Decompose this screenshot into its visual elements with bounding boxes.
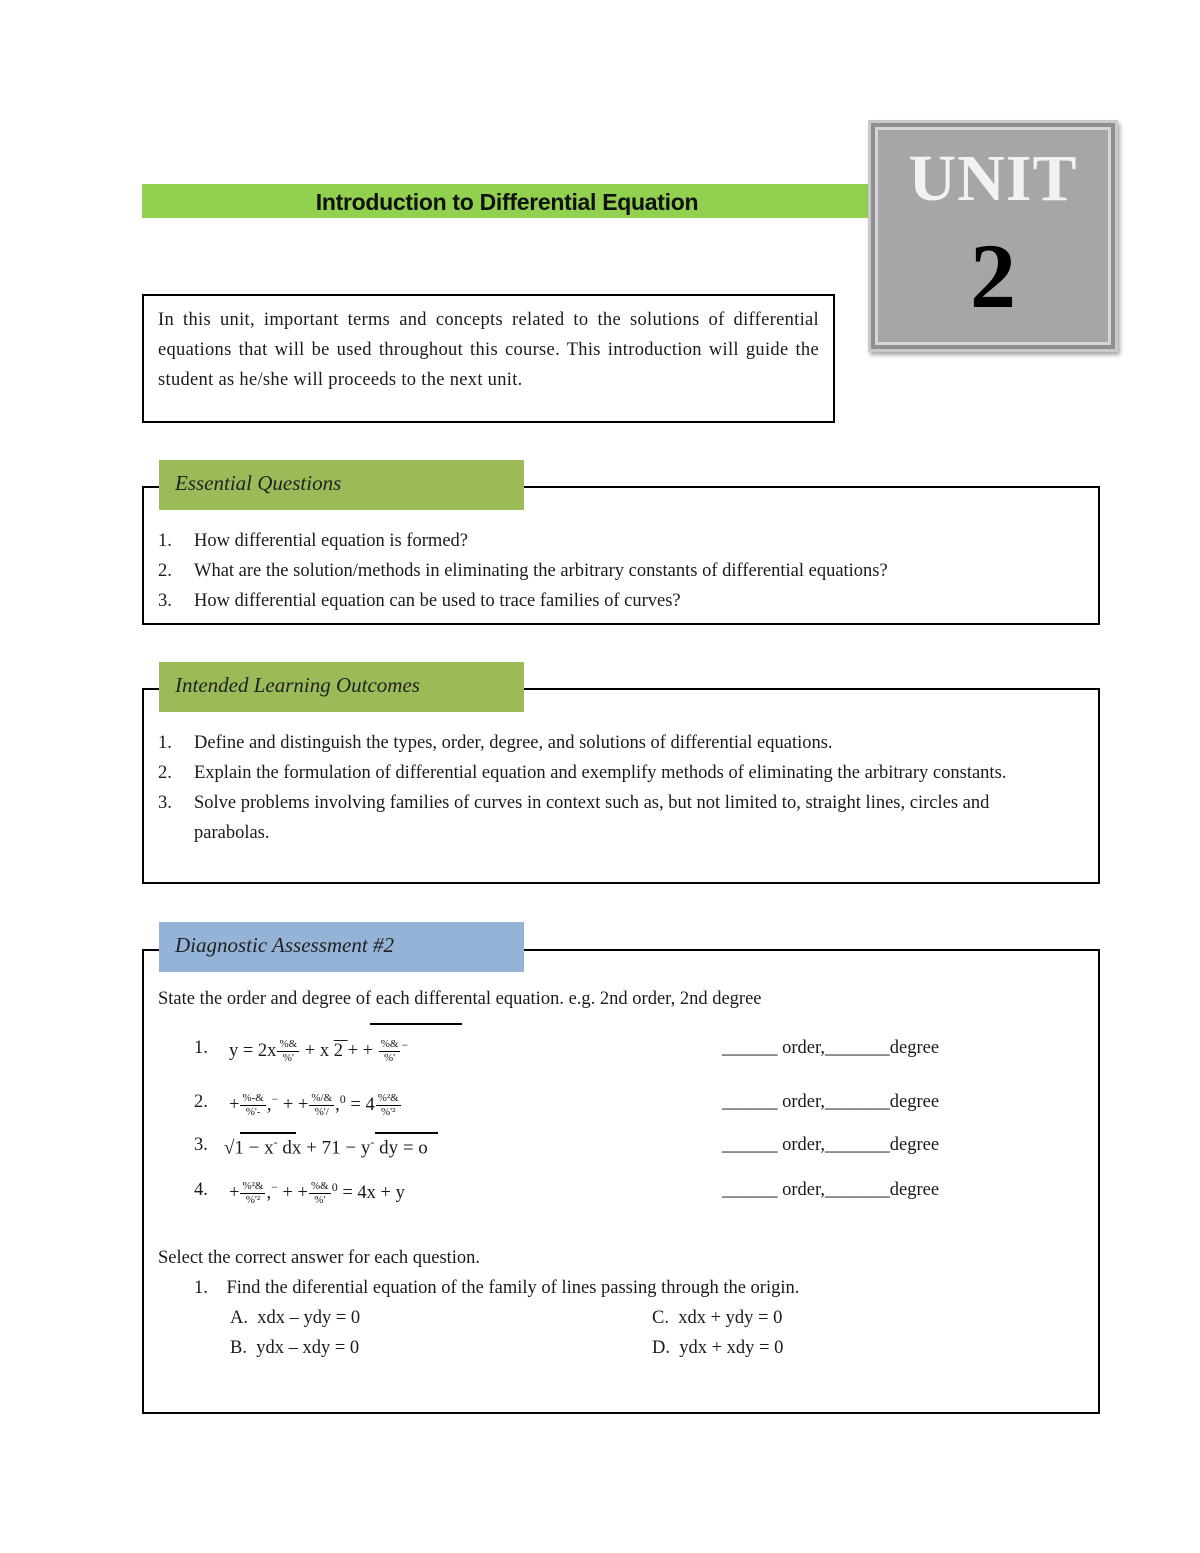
outcomes-box (142, 688, 1100, 884)
option-d[interactable]: D. ydx + xdy = 0 (652, 1338, 784, 1358)
unit-number: 2 (970, 225, 1016, 327)
equation-row-4: 4. + $\frac{\text{\%²\&}}{\text{\%'²}}$ ,− + + $\frac{\%\&}{\%'}$ $^0$ = 4x + y ______ order,_______degree (194, 1180, 940, 1207)
essential-questions-list (158, 526, 1098, 616)
radical-bar (240, 1132, 296, 1134)
unit-title-bar (142, 184, 872, 218)
outcomes-list (158, 728, 1068, 848)
intro-box (142, 294, 835, 423)
unit-badge (868, 120, 1118, 352)
option-a[interactable]: A. xdx – ydy = 0 (230, 1308, 361, 1328)
equation-row-1: 1. y = 2x $\frac{\%\&}{\%'}$ + x 2 + + $\frac{\%\&}{\%'}$ − ______ order,_______degree (194, 1038, 940, 1065)
list-item: 1. Define and distinguish the types, order, degree, and solutions of differential equations. (158, 733, 833, 753)
option-b[interactable]: B. ydx – xdy = 0 (230, 1338, 360, 1358)
list-item: 2. What are the solution/methods in eliminating the arbitrary constants of differential equations? (158, 561, 888, 581)
essential-questions-heading: Essential Questions (159, 460, 524, 510)
radical-bar (375, 1132, 438, 1134)
intro-text: In this unit, important terms and concepts related to the solutions of differential equations that will be used throughout this course. This introduction will guide the student as he/she will proceeds to the next unit. (158, 310, 819, 390)
question-1: 1. Find the diferential equation of the family of lines passing through the origin. (194, 1278, 800, 1298)
outcomes-heading: Intended Learning Outcomes (159, 662, 524, 712)
radical-bar (370, 1023, 462, 1025)
list-item: 1. How differential equation is formed? (158, 531, 468, 551)
equation-row-2: 2. + $\frac{\%-\&}{\%'-}$ ,− + + $\frac{\%/\&}{\%'/}$ ,$^0$ = 4 $\frac{\text{\%²\&}}{\text{\%'²}}$ ______ order,_______degree (194, 1092, 940, 1119)
unit-title: Introduction to Differential Equation (315, 189, 699, 215)
list-item: 2. Explain the formulation of differential equation and exemplify methods of eliminating the arbitrary constants. (158, 763, 1007, 783)
diagnostic-instruction: State the order and degree of each differental equation. e.g. 2nd order, 2nd degree (158, 989, 762, 1009)
diagnostic-box (142, 949, 1100, 1414)
list-item: 3. How differential equation can be used to trace families of curves? (158, 591, 681, 611)
diagnostic-heading: Diagnostic Assessment #2 (159, 922, 524, 972)
unit-label: UNIT (908, 142, 1078, 215)
equation-row-3: 3. √1 − x- dx + 71 − y- dy = o ______ order,_______degree (194, 1135, 940, 1159)
list-item: 3. Solve problems involving families of curves in context such as, but not limited to, straight lines, circles and parabolas. (158, 793, 990, 843)
option-c[interactable]: C. xdx + ydy = 0 (652, 1308, 783, 1328)
select-instruction: Select the correct answer for each question. (158, 1248, 481, 1268)
